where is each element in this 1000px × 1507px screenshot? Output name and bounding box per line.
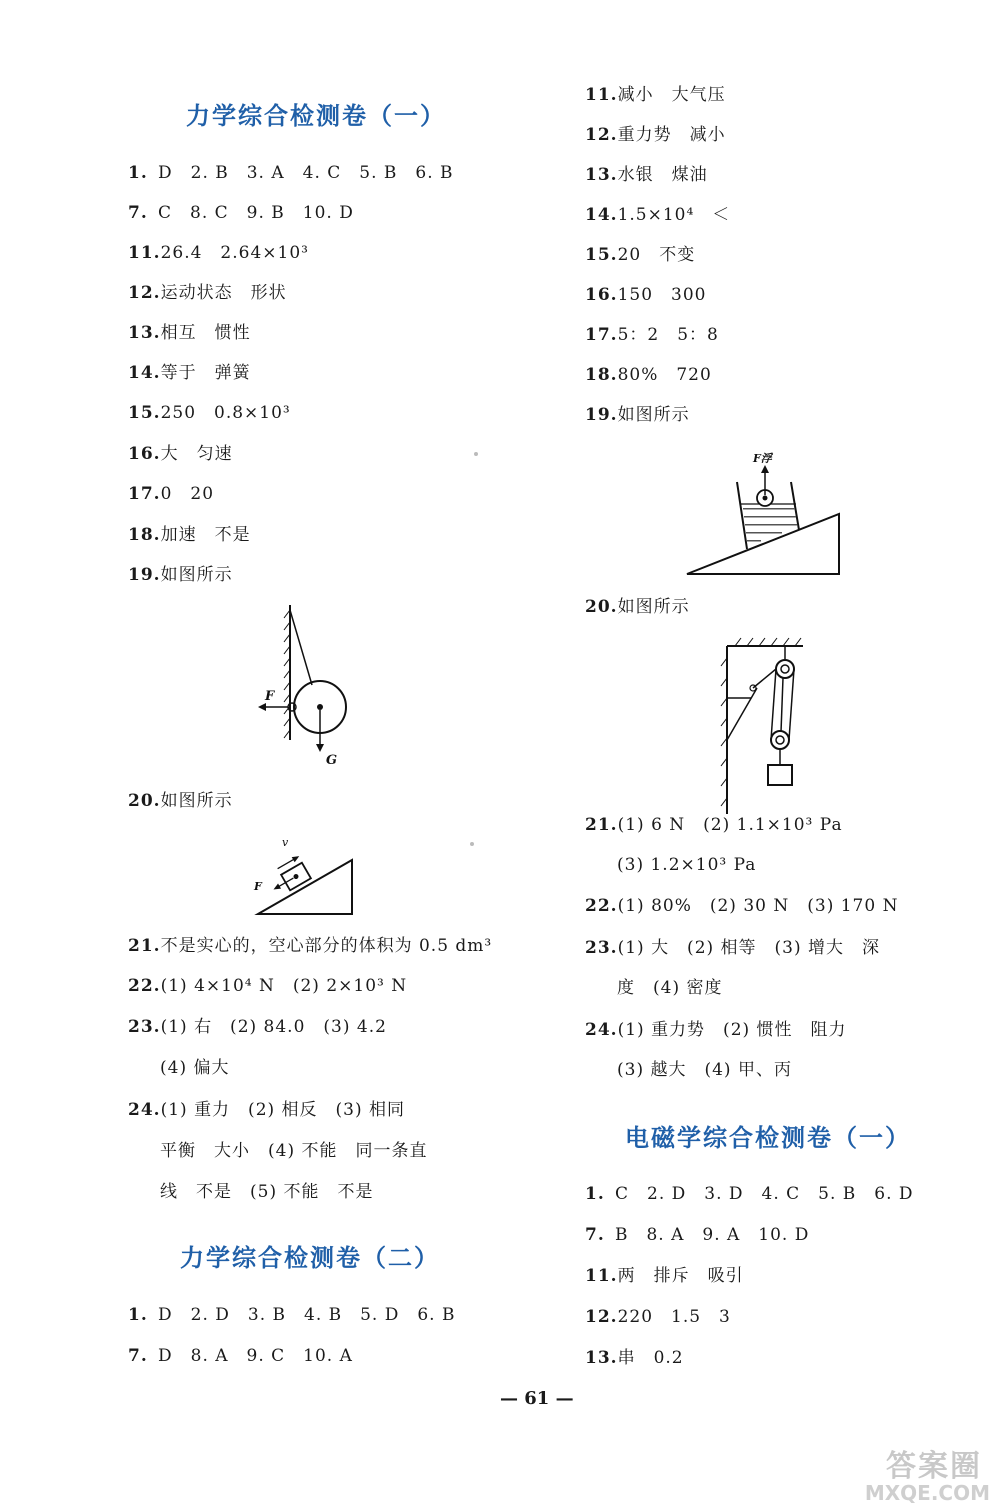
answer-line: 22.(1) 4×10⁴ N (2) 2×10³ N: [128, 976, 408, 996]
answer-line: 7. B 8. A 9. A 10. D: [585, 1225, 810, 1245]
answer-line: 15.250 0.8×10³: [128, 403, 291, 423]
answer-line: 12.重力势 减小: [585, 125, 726, 145]
figure-20-block-on-incline: [250, 830, 360, 922]
answer-line: (4) 偏大: [160, 1058, 230, 1078]
answer-line: 20.如图所示: [128, 791, 233, 811]
answer-line: (3) 1.2×10³ Pa: [617, 855, 757, 875]
answer-line: 18.80% 720: [585, 365, 712, 385]
answer-line: 7. C 8. C 9. B 10. D: [128, 203, 354, 223]
buoyant-force-label: F浮: [753, 452, 772, 465]
answer-line: 16.大 匀速: [128, 444, 233, 464]
answer-line: 13.相互 惯性: [128, 323, 251, 343]
answer-line: 7. D 8. A 9. C 10. A: [128, 1346, 353, 1366]
answer-line: 23.(1) 右 (2) 84.0 (3) 4.2: [128, 1017, 387, 1037]
scan-speck: [474, 452, 478, 456]
figure-19-ball-on-wall: [240, 600, 360, 775]
page-number: — 61 —: [500, 1388, 574, 1409]
watermark-logo: 答案圈: [886, 1449, 982, 1484]
answer-line: 度 (4) 密度: [617, 978, 723, 998]
answer-line: 14.等于 弹簧: [128, 363, 251, 383]
answer-line: 17.5：2 5：8: [585, 325, 719, 345]
answer-line: (3) 越大 (4) 甲、丙: [617, 1060, 792, 1080]
answer-line: 17.0 20: [128, 484, 215, 504]
answer-line: 11.减小 大气压: [585, 85, 726, 105]
answer-line: 19.如图所示: [585, 405, 690, 425]
section-title-mechanics-2: 力学综合检测卷（二）: [180, 1244, 440, 1272]
answer-line: 11.26.4 2.64×10³: [128, 243, 309, 263]
force-f-label: F: [265, 689, 275, 704]
figure-20-pulley-system: [717, 628, 817, 818]
force-g-label: G: [326, 753, 338, 768]
friction-label: F: [254, 880, 262, 893]
velocity-label: v: [282, 836, 289, 849]
answer-line: 1. C 2. D 3. D 4. C 5. B 6. D: [585, 1184, 914, 1204]
answer-line: 平衡 大小 (4) 不能 同一条直: [160, 1141, 428, 1161]
answer-line: 24.(1) 重力 (2) 相反 (3) 相同: [128, 1100, 406, 1120]
answer-line: 22.(1) 80% (2) 30 N (3) 170 N: [585, 896, 899, 916]
answer-line: 23.(1) 大 (2) 相等 (3) 增大 深: [585, 938, 881, 958]
answer-line: 15.20 不变: [585, 245, 696, 265]
answer-line: 13.串 0.2: [585, 1348, 684, 1368]
answer-line: 11.两 排斥 吸引: [585, 1266, 744, 1286]
answer-line: 13.水银 煤油: [585, 165, 708, 185]
answer-line: 19.如图所示: [128, 565, 233, 585]
answer-line: 21.不是实心的，空心部分的体积为 0.5 dm³: [128, 936, 493, 956]
answer-line: 16.150 300: [585, 285, 707, 305]
answer-line: 1. D 2. B 3. A 4. C 5. B 6. B: [128, 163, 454, 183]
section-title-mechanics-1: 力学综合检测卷（一）: [186, 102, 446, 130]
answer-line: 18.加速 不是: [128, 525, 251, 545]
answer-line: 1. D 2. D 3. B 4. B 5. D 6. B: [128, 1305, 456, 1325]
answer-line: 12.运动状态 形状: [128, 283, 287, 303]
answer-line: 20.如图所示: [585, 597, 690, 617]
answer-line: 线 不是 (5) 不能 不是: [160, 1182, 374, 1202]
watermark-url: MXQE.COM: [864, 1481, 990, 1505]
section-title-electromagnetism-1: 电磁学综合检测卷（一）: [625, 1124, 911, 1152]
answer-line: 14.1.5×10⁴ ＜: [585, 205, 731, 225]
scan-speck: [470, 842, 474, 846]
answer-line: 24.(1) 重力势 (2) 惯性 阻力: [585, 1020, 847, 1040]
figure-19-buoyancy-beaker: [683, 446, 845, 578]
answer-line: 12.220 1.5 3: [585, 1307, 731, 1327]
answer-line: 21.(1) 6 N (2) 1.1×10³ Pa: [585, 815, 843, 835]
